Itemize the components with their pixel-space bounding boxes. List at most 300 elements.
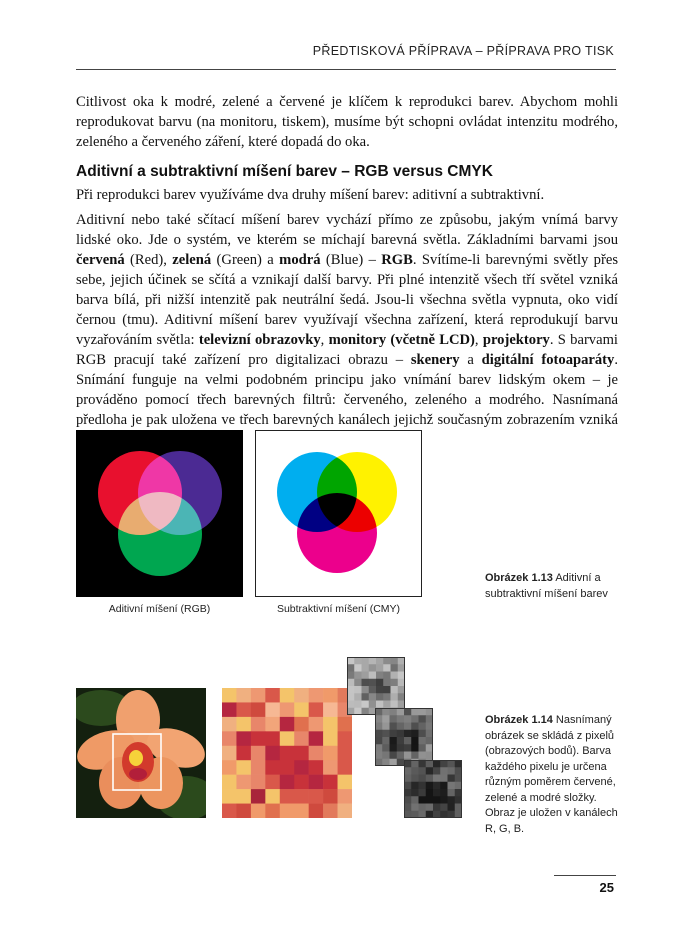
zoom-pixel [309,731,324,746]
zoom-pixel [251,804,266,818]
intro-paragraph: Citlivost oka k modré, zelené a červené je klíčem k reprodukci barev. Abychom mohli reprodukovat barvu (na monitoru, tiskem), musíme být schopni ovládat intenzitu modrého, zeleného a červeného záření, které dopadá do oka. [76,94,618,150]
zoom-pixel [294,731,309,746]
channel-pixel [404,782,412,790]
channel-pixel [433,789,441,797]
section-lead: Při reprodukci barev využíváme dva druhy míšení barev: aditivní a subtraktivní. [76,187,545,203]
channel-pixel [411,723,419,731]
zoom-pixel [265,804,280,818]
channel-pixel [419,775,427,783]
channel-pixel [411,752,419,760]
channel-pixel [426,775,434,783]
channel-pixel [404,789,412,797]
channel-pixel [347,701,355,709]
footer-rule [554,875,616,876]
channel-pixel [362,708,370,715]
zoom-pixel [222,688,237,703]
channel-pixel [448,796,456,804]
channel-pixel [411,804,419,812]
section-heading: Aditivní a subtraktivní míšení barev – RGB versus CMYK [76,163,493,180]
channel-pixel [404,767,412,775]
channel-pixel [448,789,456,797]
channel-pixel [391,664,399,672]
channel-pixel [455,796,462,804]
channel-pixel [426,744,433,752]
channel-pixel [362,657,370,665]
body-run: . Svítíme-li barevnými světly přes sebe, jejich účinek se sčítá a vznikají další barvy. Při plné intenzitě všech tří světel vzniká barva bílá, při nižší intenzitě pak neutrální šedá. Jsou-li všechna světla vypnuta, oko vidí černou (tmu). Aditivní míšení barev využívají všechna zařízení, která reprodukují barvu vyzařováním světla: [76,252,618,348]
channel-pixel [354,657,362,665]
channel-pixel [390,715,398,723]
channel-pixel [411,767,419,775]
channel-pixel [391,672,399,680]
running-header: PŘEDTISKOVÁ PŘÍPRAVA – PŘÍPRAVA PRO TISK [312,44,614,58]
page-number: 25 [599,880,614,895]
zoom-pixel [280,702,295,717]
zoom-pixel [236,688,251,703]
channel-pixel [383,701,391,709]
body-run: Aditivní nebo také sčítací míšení barev vychází přímo ze způsobu, jakým vnímá barvy lidské oko. Jde o systém, ve kterém se míchají barevná světla. Základními barvami jsou [76,212,618,248]
channel-pixel [455,775,462,783]
channel-pixel [347,679,355,687]
zoom-pixel [338,717,352,732]
zoom-pixel [251,731,266,746]
channel-pixel [376,664,384,672]
channel-pixel [433,796,441,804]
zoom-pixel [236,702,251,717]
header-rule [76,69,616,70]
channel-pixel [390,759,398,766]
zoom-pixel [280,775,295,790]
zoom-pixel [222,760,237,775]
channel-pixel [398,672,405,680]
channel-pixel [347,693,355,701]
channel-pixel [419,811,427,818]
channel-pixel [411,744,419,752]
zoom-pixel [236,731,251,746]
channel-pixel [411,715,419,723]
channel-pixel [419,723,427,731]
channel-pixel [419,782,427,790]
additive-mixing-diagram [76,430,243,597]
zoom-pixel [222,804,237,818]
channel-pixel [362,664,370,672]
zoom-pixel [323,775,338,790]
figure-114-caption-label: Obrázek 1.14 [485,714,553,726]
zoom-pixel [236,760,251,775]
zoom-pixel [323,804,338,818]
channel-pixel [448,782,456,790]
zoom-pixel [251,688,266,703]
zoom-pixel [265,731,280,746]
channel-pixel [440,811,448,818]
zoom-pixel [294,789,309,804]
channel-pixel [391,679,399,687]
channel-pixel [347,672,355,680]
body-run: (Green) a [211,252,280,268]
channel-pixel [419,715,427,723]
body-run: (Blue) – [320,252,382,268]
zoom-pixel [294,746,309,761]
channel-pixel [397,730,405,738]
channel-pixel [362,679,370,687]
channel-pixel [354,708,362,715]
zoom-pixel [309,688,324,703]
channel-pixel [369,701,377,709]
section-body [76,210,618,450]
channel-pixel [391,657,399,665]
channel-pixel [354,679,362,687]
channel-pixel [426,767,434,775]
figure-113-caption-label: Obrázek 1.13 [485,572,553,584]
zoom-pixel [338,789,352,804]
zoom-pixel [222,746,237,761]
channel-pixel [440,775,448,783]
channel-pixel [369,664,377,672]
figure-113-caption [485,571,625,602]
channel-pixel [411,782,419,790]
channel-pixel [419,767,427,775]
channel-pixel [398,664,405,672]
channel-pixel [433,782,441,790]
zoom-pixel [236,746,251,761]
channel-pixel [390,723,398,731]
channel-pixel [433,811,441,818]
channel-pixel [411,760,419,768]
channel-pixel [362,701,370,709]
channel-pixel [404,811,412,818]
zoom-pixel [236,789,251,804]
channel-pixel [448,775,456,783]
channel-pixel [404,775,412,783]
bold-term: skenery [410,352,460,368]
body-run: a [459,352,482,368]
channel-pixel [382,752,390,760]
zoom-pixel [323,688,338,703]
channel-pixel [426,811,434,818]
channel-pixel [440,789,448,797]
channel-pixel [382,737,390,745]
channel-pixel [375,715,383,723]
channel-pixel [398,701,405,709]
channel-pixel [397,752,405,760]
channel-pixel [440,760,448,768]
channel-pixel [433,775,441,783]
zoom-pixel [265,789,280,804]
channel-pixel [455,767,462,775]
channel-pixel [404,737,412,745]
channel-pixel [411,796,419,804]
channel-pixel [440,804,448,812]
channel-pixel [455,811,462,818]
zoom-pixel [294,804,309,818]
channel-pixel [390,752,398,760]
channel-pixel [411,789,419,797]
zoom-pixel [265,702,280,717]
bold-term: monitory (včetně LCD) [328,332,475,348]
channel-pixel [404,744,412,752]
channel-pixel [426,796,434,804]
channel-pixel [419,760,427,768]
channel-pixel [369,679,377,687]
channel-pixel [369,657,377,665]
zoom-pixel [280,746,295,761]
zoom-pixel [294,702,309,717]
channel-pixel [426,737,433,745]
zoom-pixel [338,731,352,746]
zoom-pixel [309,746,324,761]
channel-pixel [382,744,390,752]
channel-pixel [411,730,419,738]
zoom-pixel [236,775,251,790]
channel-pixel [448,811,456,818]
channel-pixel [376,686,384,694]
channel-pixel [376,701,384,709]
body-run: , [320,332,329,348]
channel-pixel [419,744,427,752]
channel-pixel [376,679,384,687]
channel-pixel [398,686,405,694]
channel-pixel [390,744,398,752]
channel-pixel [369,672,377,680]
channel-pixel [448,767,456,775]
zoom-pixel [280,717,295,732]
bold-term: RGB [381,252,413,268]
channel-pixel [383,686,391,694]
channel-pixel [397,737,405,745]
zoom-pixel [294,688,309,703]
channel-pixel [376,693,384,701]
body-run: . Snímání funguje na velmi podobném principu jako vnímání barev lidským okem – je prováděno pomocí třech barevných filtrů: červeného, zeleného a modrého. Nasnímaná předloha je pak uložena ve třech barevných kanálech jejichž současným zobrazením vzniká [76,352,618,428]
channel-pixel [404,804,412,812]
channel-pixel [391,693,399,701]
channel-pixel [419,804,427,812]
channel-pixel [391,686,399,694]
channel-pixel [362,686,370,694]
channel-pixel [382,723,390,731]
zoom-pixel [265,746,280,761]
zoom-pixel [280,688,295,703]
zoom-pixel [294,760,309,775]
zoom-pixel [251,789,266,804]
channel-pixel [411,811,419,818]
channel-pixel [448,760,456,768]
bold-term: modrá [279,252,321,268]
zoom-pixel [222,789,237,804]
channel-pixel [419,737,427,745]
bold-term: zelená [172,252,212,268]
zoom-pixel [236,804,251,818]
zoom-pixel [309,775,324,790]
channel-pixel [369,693,377,701]
zoom-pixel [323,702,338,717]
channel-pixel [419,730,427,738]
channel-pixel [390,730,398,738]
channel-pixel [390,737,398,745]
channel-pixel [390,708,398,716]
zoom-pixel [280,731,295,746]
channel-pixel [455,782,462,790]
channel-pixel [397,715,405,723]
channel-pixel [354,693,362,701]
channel-pixel [375,737,383,745]
channel-pixel [404,730,412,738]
channel-b-grayscale [404,760,462,818]
channel-pixel [433,804,441,812]
channel-pixel [411,737,419,745]
channel-pixel [404,752,412,760]
zoom-pixel [222,717,237,732]
channel-pixel [391,701,399,709]
zoom-pixel [338,746,352,761]
channel-pixel [383,693,391,701]
zoom-pixel [309,702,324,717]
zoom-pixel [309,789,324,804]
channel-pixel [433,767,441,775]
zoom-pixel [222,775,237,790]
channel-pixel [448,804,456,812]
channel-pixel [347,686,355,694]
channel-pixel [440,767,448,775]
bold-term: červená [76,252,125,268]
channel-pixel [404,760,412,768]
channel-pixel [426,782,434,790]
zoom-pixel [236,717,251,732]
channel-pixel [426,760,434,768]
subtractive-label: Subtraktivní míšení (CMY) [276,603,401,615]
channel-pixel [426,715,433,723]
channel-pixel [354,664,362,672]
channel-pixel [440,782,448,790]
subtractive-mixing-diagram [255,430,422,597]
channel-pixel [433,760,441,768]
zoom-pixel [251,760,266,775]
zoom-pixel [265,775,280,790]
zoom-pixel [265,717,280,732]
channel-pixel [397,744,405,752]
zoom-pixel [338,760,352,775]
zoom-pixel [280,804,295,818]
channel-pixel [440,796,448,804]
zoom-pixel [222,731,237,746]
figure-114-caption-text: Nasnímaný obrázek se skládá z pixelů (obrazových bodů). Barva každého pixelu je určena různým poměrem červené, zelené a modré složky. Obraz je uložen v kanálech R, G, B. [485,714,618,835]
channel-pixel [426,730,433,738]
channel-r-grayscale [347,657,405,715]
channel-pixel [398,693,405,701]
green-light-circle [118,492,202,576]
channel-pixel [404,796,412,804]
channel-pixel [369,686,377,694]
zoom-pixel [265,688,280,703]
channel-pixel [455,760,462,768]
channel-pixel [426,789,434,797]
zoom-pixel [251,717,266,732]
figure-114-caption [485,713,625,837]
channel-pixel [376,672,384,680]
channel-pixel [419,708,427,716]
channel-pixel [375,730,383,738]
channel-pixel [382,730,390,738]
channel-pixel [426,804,434,812]
orchid-photo [76,688,206,818]
channel-pixel [375,759,383,766]
magenta-ink-circle [297,493,377,573]
zoom-pixel [309,804,324,818]
channel-pixel [382,708,390,716]
channel-pixel [419,796,427,804]
channel-pixel [375,752,383,760]
channel-pixel [347,708,355,715]
channel-pixel [411,708,419,716]
channel-pixel [397,708,405,716]
channel-g-grayscale [375,708,433,766]
channel-pixel [419,752,427,760]
channel-pixel [455,789,462,797]
channel-pixel [382,759,390,766]
zoom-pixel [323,717,338,732]
zoom-pixel [251,702,266,717]
channel-pixel [382,715,390,723]
zoom-pixel [338,804,352,818]
zoom-pixel [323,760,338,775]
zoom-pixel [323,731,338,746]
zoom-pixel [280,789,295,804]
channel-pixel [354,701,362,709]
channel-pixel [347,657,355,665]
zoom-pixel [222,702,237,717]
zoom-pixel [265,760,280,775]
additive-label: Aditivní míšení (RGB) [108,603,211,615]
zoom-pixel [294,717,309,732]
channel-pixel [354,672,362,680]
pixel-zoom [222,688,352,818]
figure-113-caption-text: Aditivní a subtraktivní míšení barev [485,572,608,600]
channel-pixel [354,686,362,694]
channel-pixel [426,752,433,760]
channel-pixel [383,672,391,680]
bold-term: televizní obrazovky [198,332,321,348]
channel-pixel [426,708,433,716]
channel-pixel [375,744,383,752]
channel-pixel [347,664,355,672]
channel-pixel [426,723,433,731]
channel-pixel [383,679,391,687]
zoom-pixel [338,775,352,790]
channel-pixel [376,657,384,665]
zoom-pixel [309,717,324,732]
channel-pixel [404,723,412,731]
channel-pixel [383,664,391,672]
channel-pixel [404,715,412,723]
zoom-pixel [294,775,309,790]
zoom-pixel [309,760,324,775]
zoom-pixel [323,746,338,761]
channel-pixel [419,789,427,797]
channel-pixel [362,672,370,680]
channel-pixel [398,657,405,665]
zoom-pixel [280,760,295,775]
channel-pixel [375,708,383,716]
channel-pixel [362,693,370,701]
channel-pixel [404,708,412,716]
zoom-pixel [323,789,338,804]
bold-term: digitální fotoaparáty [481,352,615,368]
body-run: . S barvami RGB pracují také zařízení pro digitalizaci obrazu – [76,332,618,368]
zoom-pixel [251,775,266,790]
channel-pixel [397,723,405,731]
bold-term: projektory [482,332,550,348]
channel-pixel [398,679,405,687]
body-run: (Red), [124,252,173,268]
channel-pixel [383,657,391,665]
